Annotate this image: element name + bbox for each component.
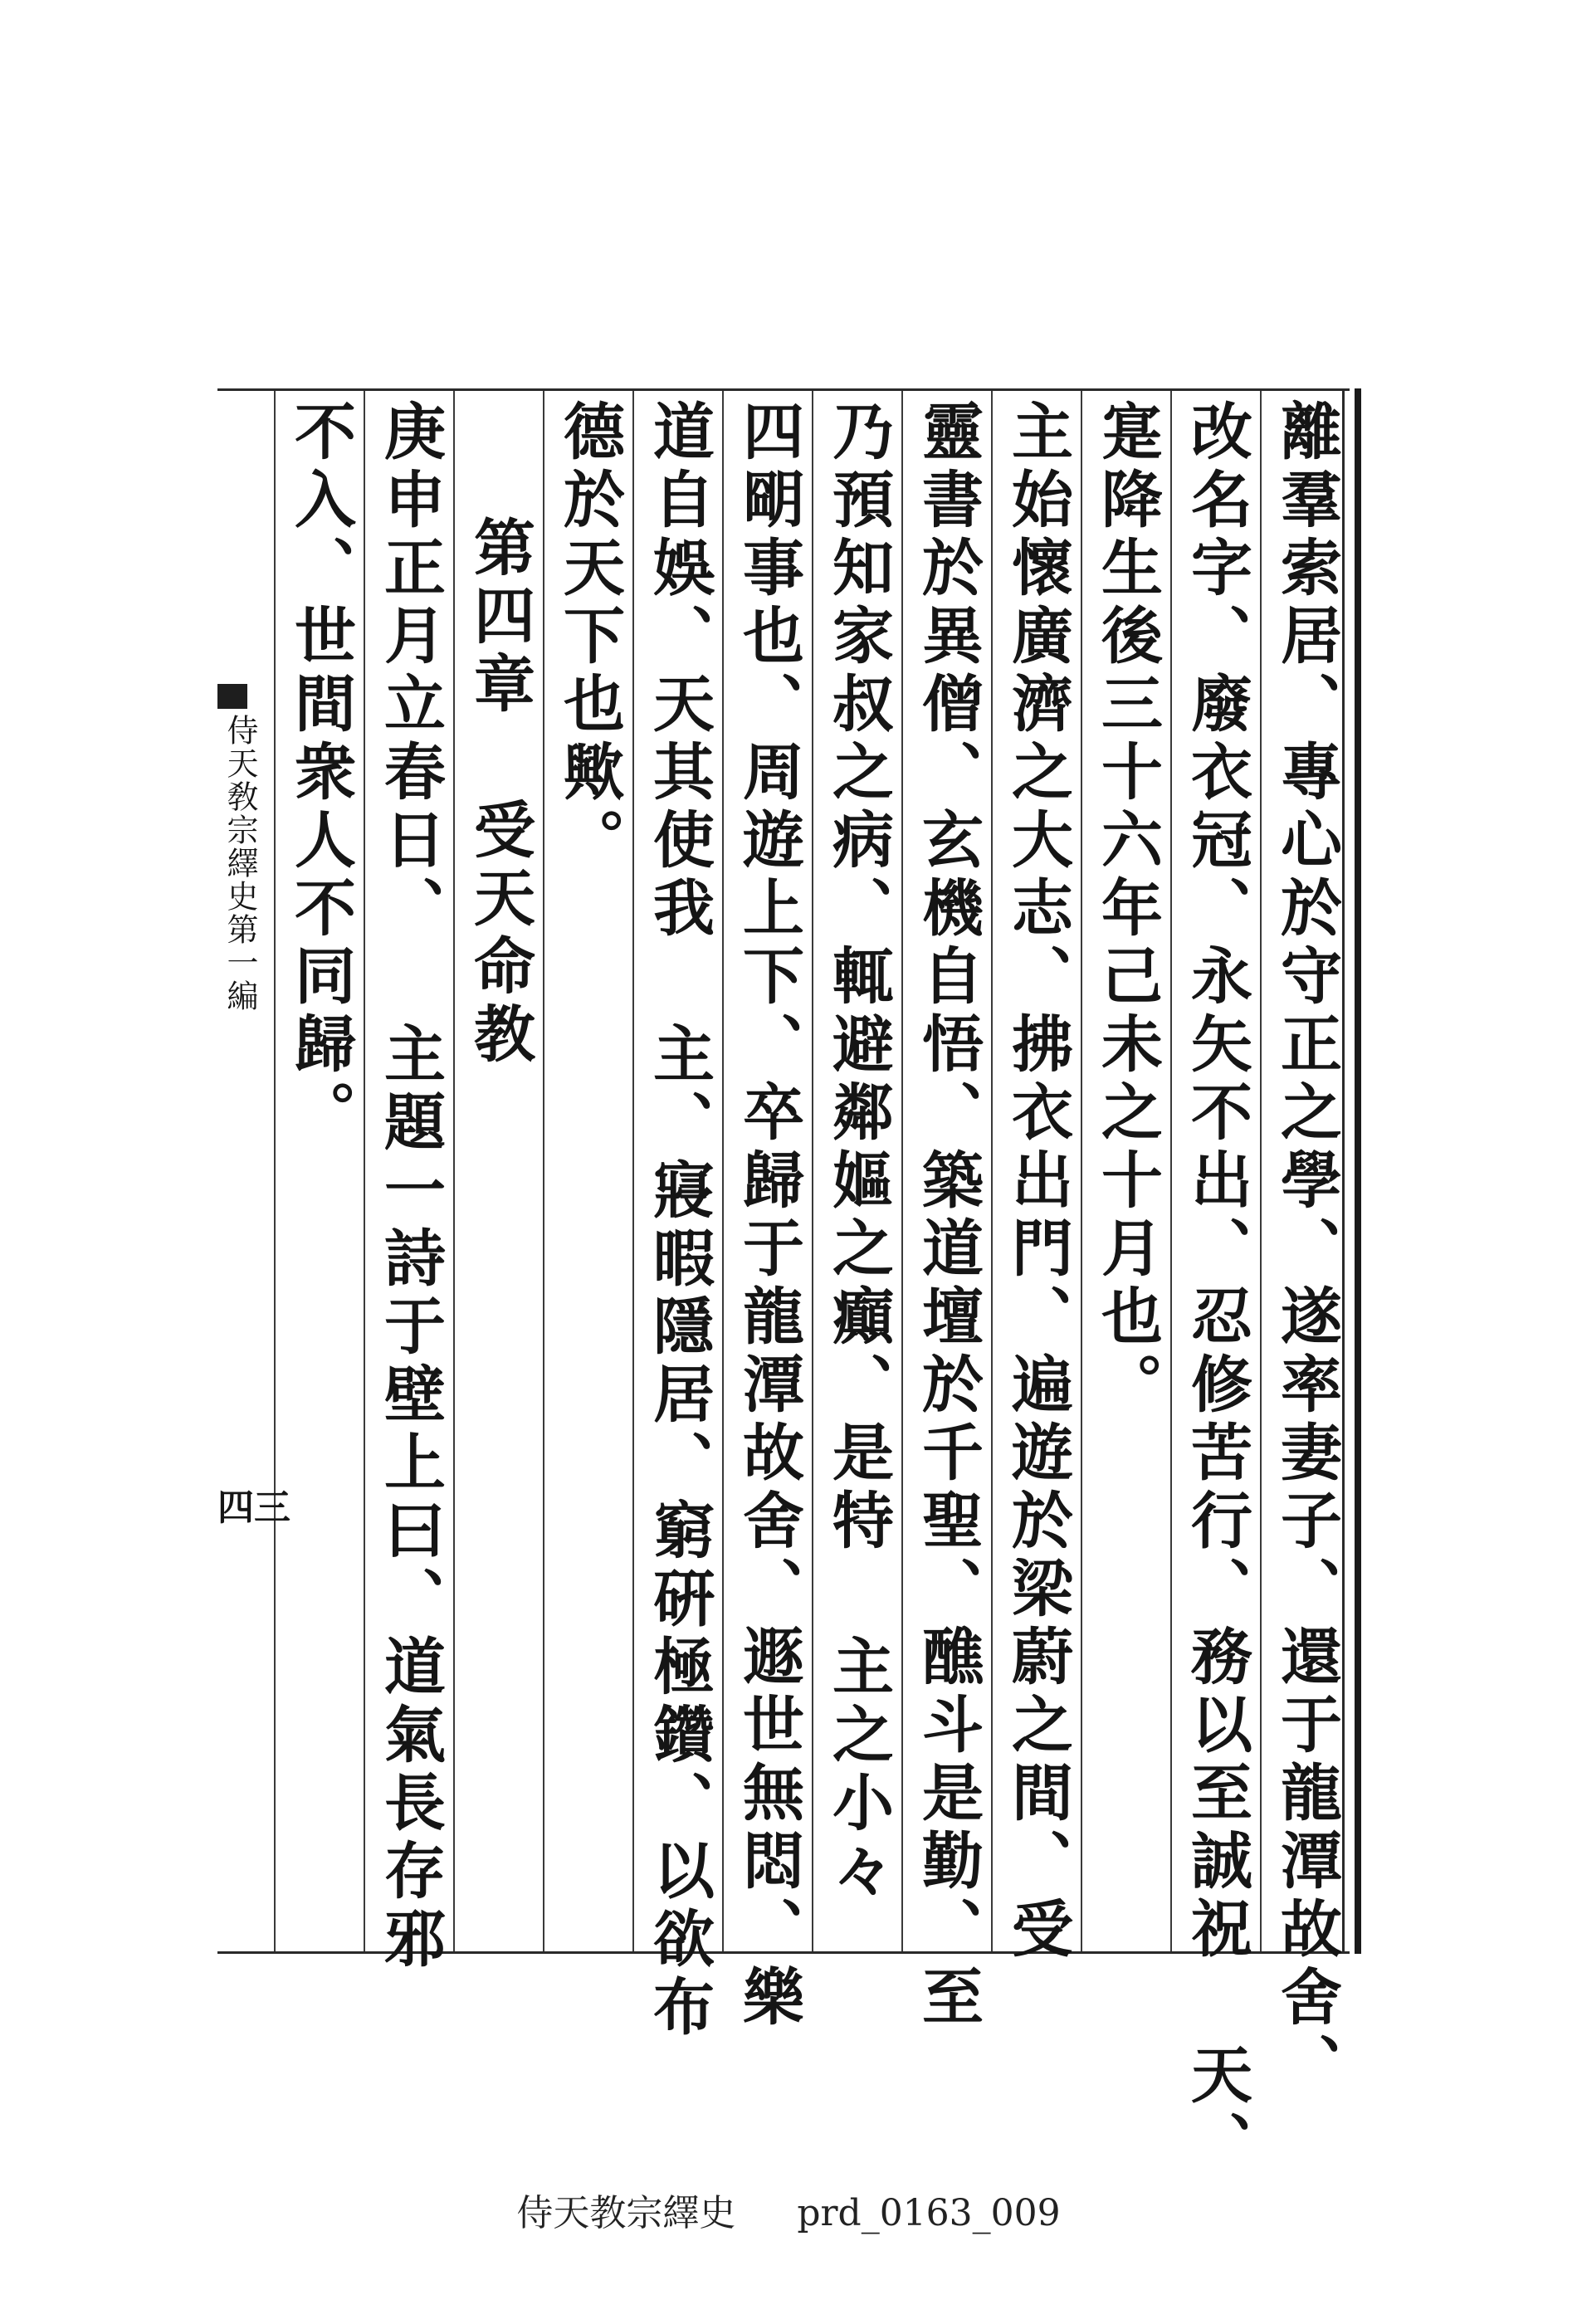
column-6-text: 乃預知家叔之病、輒避鄰嫗之癲、是特 主之小々 [823, 399, 894, 1907]
text-column-2 [1170, 391, 1262, 2179]
chapter-heading: 第四章 受天命教 [464, 515, 535, 1070]
column-12-text: 不入、世間衆人不同歸。 [285, 399, 356, 1148]
column-5-text: 靈書於異僧、玄機自悟、築道壇於千聖、醮斗是勤、至 [912, 399, 984, 2033]
footer-book-title: 侍天教宗繹史 [516, 2192, 736, 2234]
fish-tail-mark [217, 684, 247, 709]
column-11-text: 庚申正月立春日、 主題一詩于壁上曰、道氣長存邪 [374, 399, 446, 1975]
column-7-text: 四朙事也、周遊上下、卒歸于龍潭故舍、遯世無悶、樂 [733, 399, 804, 2033]
column-4-text: 主始懷廣濟之大志、拂衣出門、遍遊於梁蔚之間、受 [1002, 399, 1073, 1965]
column-2-text: 改名字、廢衣冠、永矢不出、忍修苦行、務以至誠祝 天、 [1181, 399, 1252, 2179]
text-column-7 [722, 391, 813, 2033]
footer [0, 2183, 1577, 2236]
text-column-12 [274, 391, 365, 1951]
text-column-9 [543, 391, 634, 1951]
text-column-8 [632, 391, 724, 2043]
text-column-6 [812, 391, 903, 1951]
text-column-10 [453, 391, 544, 1951]
running-title: 侍天敎宗繹史第一編 [222, 714, 258, 1013]
text-column-1 [1260, 391, 1351, 2101]
text-frame [217, 388, 1350, 2179]
column-8-text: 道自娛、天其使我 主、寢暇隱居、窮硏極鑽、以欲布 [643, 399, 715, 2043]
text-column-3 [1081, 391, 1172, 1951]
column-1-text: 離羣索居、專心於守正之學、遂率妻子、還于龍潭故舍、 [1271, 399, 1342, 2101]
page-number: 四三 [217, 1487, 290, 1529]
column-3-text: 寔降生後三十六年己未之十月也。 [1091, 399, 1163, 1420]
text-column-4 [991, 391, 1082, 1965]
column-9-text: 德於天下也歟。 [554, 399, 625, 876]
text-column-11 [364, 391, 455, 1975]
footer-page-id: prd_0163_009 [797, 2192, 1061, 2234]
text-column-5 [901, 391, 993, 2033]
